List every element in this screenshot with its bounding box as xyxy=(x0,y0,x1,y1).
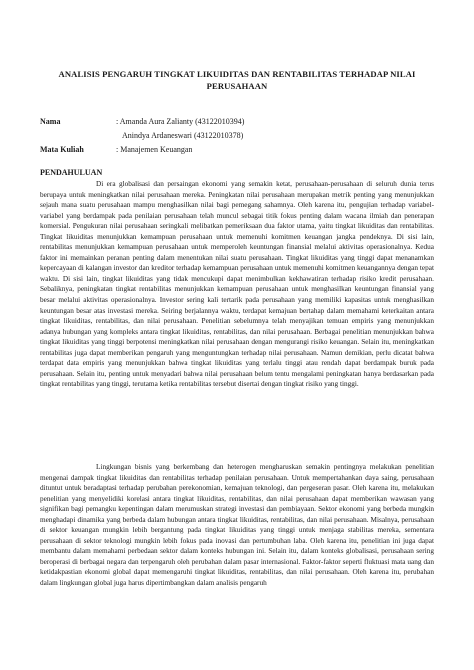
paragraph-1: Di era globalisasi dan persaingan ekonomi yang semakin ketat, perusahaan-perusahaan di seluruh dunia terus berupaya untuk meningkatkan nilai perusahaan mereka. Peningkatan nilai perusahaan merupakan metrik penting yang menunjukkan sejauh mana suatu perusahaan mampu menghasilkan nilai bagi pemegang sahamnya. Oleh karena itu, pengujian terhadap variabel-variabel yang berdampak pada penilaian perusahaan telah muncul sebagai titik fokus penting dalam wacana ilmiah dan penerapan komersial. Pengukuran nilai perusahaan seringkali melibatkan pemeriksaan dua faktor utama, yaitu tingkat likuiditas dan rentabilitas. Tingkat likuiditas menunjukkan kemampuan perusahaan untuk memenuhi komitmen keuangan jangka pendeknya. Di sisi lain, rentabilitas menunjukkan kemampuan perusahaan untuk memperoleh keuntungan finansial melalui aktivitas operasionalnya. Kedua faktor ini memainkan peranan penting dalam menentukan nilai suatu perusahaan. Tingkat likuiditas yang tinggi dapat menanamkan kepercayaan di kalangan investor dan kreditor terhadap kemampuan perusahaan untuk memenuhi komitmen keuangannya dengan tepat waktu. Di sisi lain, tingkat likuiditas yang tidak mencukupi dapat menimbulkan kekhawatiran terhadap risiko kredit perusahaan. Sebaliknya, peningkatan tingkat rentabilitas menunjukkan kemampuan perusahaan untuk menghasilkan keuntungan finansial yang besar melalui aktivitas operasionalnya. Investor sering kali tertarik pada perusahaan yang memiliki kapasitas untuk menghasilkan keuntungan besar atas investasi mereka. Seiring berjalannya waktu, terdapat kemajuan bertahap dalam memahami keterkaitan antara tingkat likuiditas, rentabilitas, dan nilai perusahaan. Penelitian sebelumnya telah menyajikan temuan empiris yang menunjukkan adanya hubungan yang kompleks antara tingkat likuiditas, rentabilitas, dan nilai perusahaan. Berbagai penelitian menunjukkan bahwa tingkat likuiditas yang tinggi berpotensi meningkatkan nilai perusahaan dengan mengurangi risiko keuangan. Selain itu, meningkatkan rentabilitas juga dapat memberikan pengaruh yang menguntungkan terhadap nilai perusahaan. Namun demikian, perlu dicatat bahwa terdapat data empiris yang menunjukkan bahwa tingkat likuiditas yang terlalu tinggi atau rendah dapat berdampak buruk pada perusahaan. Selain itu, penting untuk menyadari bahwa nilai perusahaan belum tentu mengalami peningkatan hanya berdasarkan pada tingkat rentabilitas yang tinggi, terutama ketika rentabilitas tersebut disertai dengan tingkat risiko yang tinggi. xyxy=(40,180,434,389)
mata-kuliah-label: Mata Kuliah xyxy=(40,145,84,154)
mata-kuliah-value: : Manajemen Keuangan xyxy=(116,145,193,154)
paragraph-2: Lingkungan bisnis yang berkembang dan heterogen mengharuskan semakin pentingnya melakukan penelitian mengenai dampak tingkat likuiditas dan rentabilitas terhadap penilaian perusahaan. Untuk mempertahankan daya saing, perusahaan dituntut untuk beradaptasi terhadap perubahan perekonomian, kemajuan teknologi, dan pergeseran pasar. Oleh karena itu, melakukan penelitian yang menyelidiki korelasi antara tingkat likuiditas, rentabilitas, dan nilai perusahaan dapat memberikan wawasan yang signifikan bagi pemangku kepentingan dalam merumuskan strategi investasi dan pembiayaan. Sektor ekonomi yang berbeda mungkin menghadapi dinamika yang berbeda dalam hubungan antara tingkat likuiditas, rentabilitas, dan nilai perusahaan. Misalnya, perusahaan di sektor keuangan mungkin lebih bergantung pada tingkat likuiditas yang tinggi untuk menjaga stabilitas mereka, sementara perusahaan di sektor teknologi mungkin lebih fokus pada inovasi dan pertumbuhan laba. Oleh karena itu, penelitian ini juga dapat membantu dalam memahami perbedaan sektor dalam konteks hubungan ini. Selain itu, dalam konteks globalisasi, perusahaan sering beroperasi di berbagai negara dan terpengaruh oleh perubahan dalam pasar internasional. Faktor-faktor seperti fluktuasi mata uang dan ketidakpastian ekonomi global dapat memengaruhi tingkat likuiditas, rentabilitas, dan nilai perusahaan. Oleh karena itu, perubahan dalam lingkungan global juga harus dipertimbangkan dalam analisis pengaruh xyxy=(40,463,434,588)
nama-value-1: : Amanda Aura Zalianty (43122010394) xyxy=(116,117,245,126)
nama-label: Nama xyxy=(40,117,61,126)
document-title: ANALISIS PENGARUH TINGKAT LIKUIDITAS DAN RENTABILITAS TERHADAP NILAI PERUSAHAAN xyxy=(58,69,416,91)
section-heading: PENDAHULUAN xyxy=(40,168,103,177)
nama-value-2: Anindya Ardaneswari (43122010378) xyxy=(122,131,244,140)
